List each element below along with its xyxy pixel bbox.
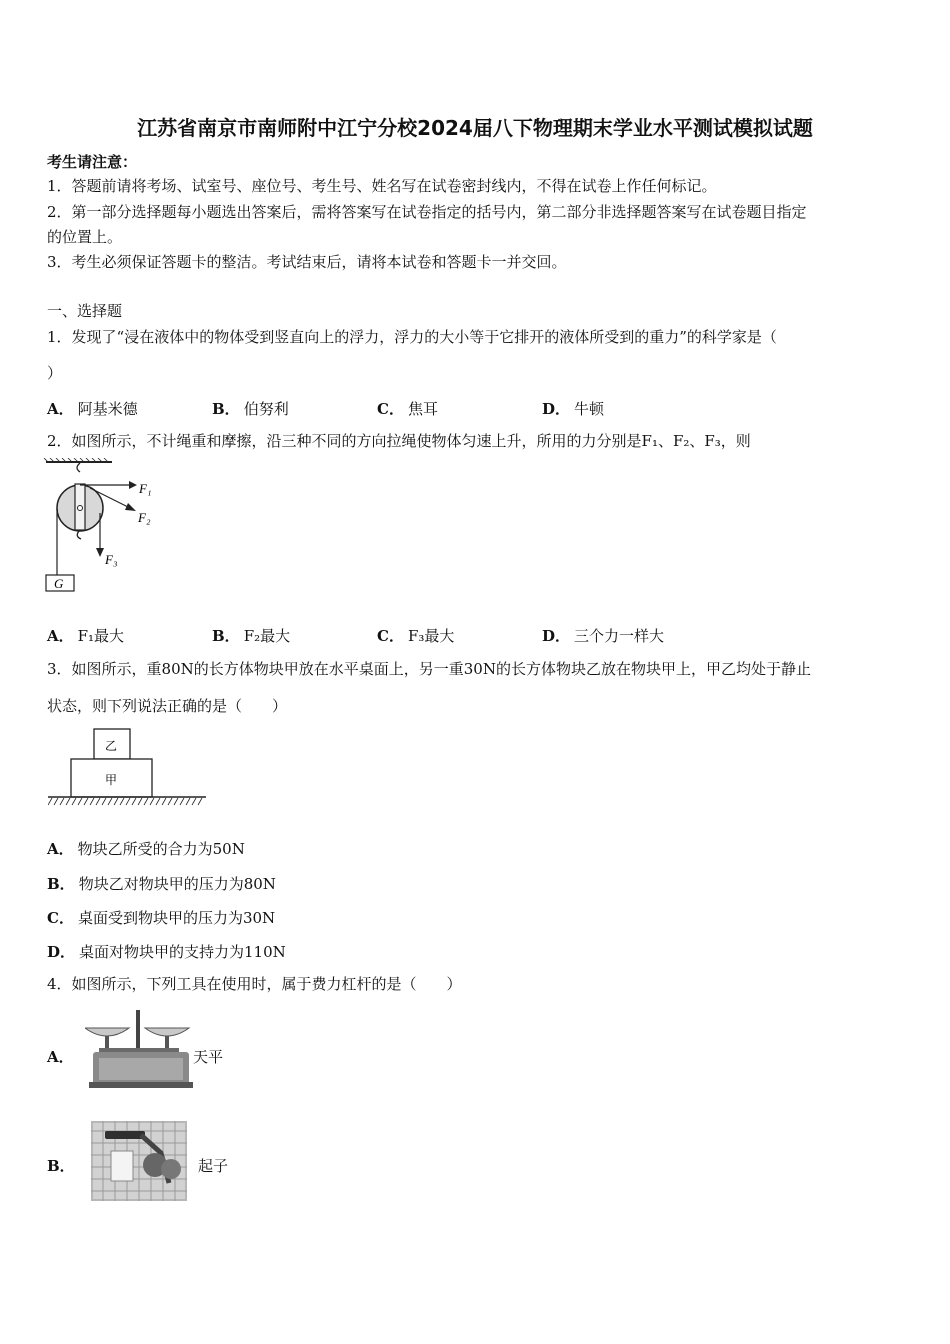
q4-option-b-text: 起子 (198, 1157, 229, 1175)
notice-item: 3．考生必须保证答题卡的整洁。考试结束后，请将本试卷和答题卡一并交回。 (47, 253, 567, 271)
question-2-stem: 2．如图所示，不计绳重和摩擦，沿三种不同的方向拉绳使物体匀速上升，所用的力分别是F₁、F₂、F₃，则 (47, 432, 751, 450)
q3-option-b[interactable] (47, 873, 276, 894)
question-3-stem: 3．如图所示，重80N的长方体物块甲放在水平桌面上，另一重30N的长方体物块乙放在物块甲上，甲乙均处于静止 (47, 660, 811, 678)
force-label-f3: F₃ (105, 552, 118, 567)
page-title: 江苏省南京市南师附中江宁分校2024届八下物理期末学业水平测试模拟试题 (137, 116, 813, 140)
blocks-figure (48, 727, 208, 809)
q3-option-d[interactable] (47, 941, 286, 962)
q4-option-a-text: 天平 (193, 1048, 224, 1066)
q3-option-c[interactable] (47, 907, 275, 928)
option-text: 桌面对物块甲的支持力为110N (79, 943, 286, 961)
question-1-stem: 1．发现了“浸在液体中的物体受到竖直向上的浮力，浮力的大小等于它排开的液体所受到的重力”的科学家是（ (47, 328, 777, 346)
q3-option-a[interactable] (47, 838, 245, 859)
notice-heading: 考生请注意： (47, 153, 138, 171)
q2-option-d[interactable] (542, 625, 664, 646)
option-text: 伯努利 (243, 400, 289, 418)
q1-option-d[interactable] (542, 398, 604, 419)
option-text: 阿基米德 (77, 400, 138, 418)
pulley-figure (44, 458, 169, 593)
option-label: B． (212, 400, 240, 418)
bottle-opener-photo (91, 1121, 187, 1201)
option-text: 牛顿 (574, 400, 605, 418)
option-text: 物块乙所受的合力为50N (77, 840, 245, 858)
option-label: A． (47, 627, 74, 645)
force-label-f2: F₂ (138, 510, 151, 525)
option-label: A． (47, 1048, 74, 1066)
option-label: C． (47, 909, 74, 927)
force-label-f1: F₁ (139, 481, 152, 496)
q2-option-c[interactable] (377, 625, 454, 646)
block-label-top: 乙 (105, 739, 118, 753)
q4-option-b-label[interactable] (47, 1155, 79, 1176)
option-text: 物块乙对物块甲的压力为80N (78, 875, 276, 893)
notice-item: 1．答题前请将考场、试室号、座位号、考生号、姓名写在试卷密封线内，不得在试卷上作任何标记。 (47, 177, 717, 195)
q1-option-c[interactable] (377, 398, 438, 419)
notice-item: 2．第一部分选择题每小题选出答案后，需将答案写在试卷指定的括号内，第二部分非选择题答案写在试卷题目指定 (47, 203, 807, 221)
option-label: B． (212, 627, 240, 645)
q1-option-b[interactable] (212, 398, 289, 419)
option-label: B． (47, 1157, 75, 1175)
option-label: D． (47, 943, 76, 961)
q4-option-a-label[interactable] (47, 1046, 78, 1067)
option-label: D． (542, 627, 571, 645)
option-label: B． (47, 875, 75, 893)
balance-scale-photo (85, 1008, 195, 1090)
option-text: 桌面受到物块甲的压力为30N (77, 909, 276, 927)
notice-item: 的位置上。 (47, 228, 123, 246)
option-label: A． (47, 840, 74, 858)
option-text: F₁最大 (77, 627, 125, 645)
option-label: D． (542, 400, 571, 418)
block-label-bottom: 甲 (105, 773, 118, 787)
option-label: A． (47, 400, 74, 418)
question-4-stem: 4．如图所示，下列工具在使用时，属于费力杠杆的是（ ） (47, 975, 462, 993)
q1-option-a[interactable] (47, 398, 138, 419)
q2-option-b[interactable] (212, 625, 290, 646)
option-text: F₂最大 (243, 627, 291, 645)
option-text: F₃最大 (407, 627, 455, 645)
option-label: C． (377, 400, 404, 418)
question-1-stem-end: ） (47, 364, 63, 382)
option-text: 焦耳 (407, 400, 438, 418)
q2-option-a[interactable] (47, 625, 124, 646)
section-heading: 一、选择题 (47, 302, 123, 320)
weight-label-g: G (54, 576, 64, 591)
option-label: C． (377, 627, 404, 645)
option-text: 三个力一样大 (574, 627, 665, 645)
question-3-stem-cont: 状态，则下列说法正确的是（ ） (47, 697, 288, 715)
